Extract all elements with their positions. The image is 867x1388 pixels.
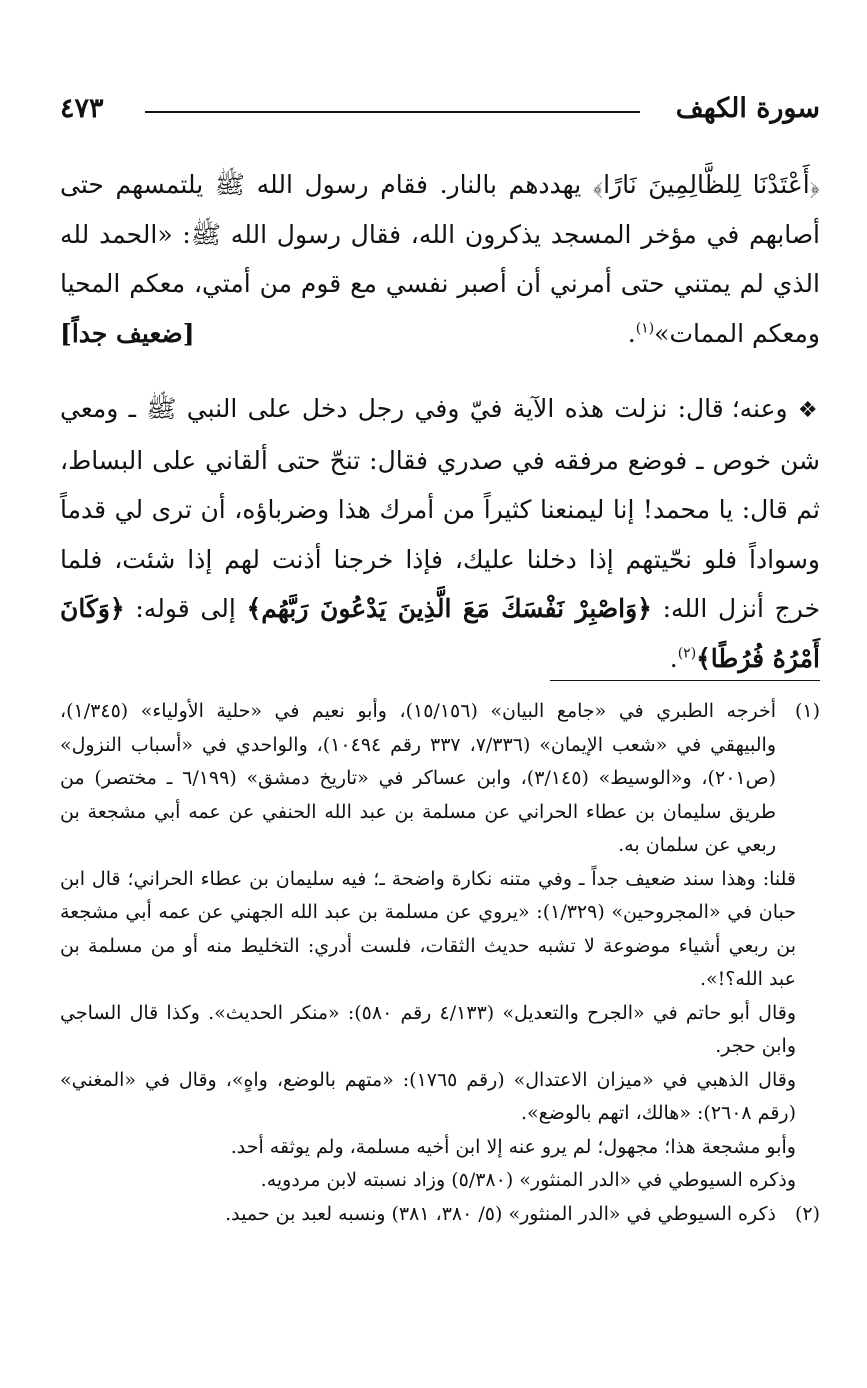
footnote-separator bbox=[550, 680, 820, 681]
paragraph-1-end: . bbox=[627, 318, 636, 348]
footnote-2-text: ذكره السيوطي في «الدر المنثور» (٥/ ٣٨٠، ٣٨١) ونسبه لعبد بن حميد. bbox=[225, 1202, 776, 1225]
footnote-1-para-5: وأبو مشجعة هذا؛ مجهول؛ لم يرو عنه إلا ابن أخيه مسلمة، ولم يوثقه أحد. bbox=[230, 1135, 796, 1158]
quran-verse-2: ﴿وَكَانَ أَمْرُهُ فُرُطًا﴾ bbox=[60, 594, 820, 673]
footnote-1-number: (١) bbox=[794, 700, 820, 722]
surah-title: سورة الكهف bbox=[675, 93, 820, 124]
footnotes bbox=[60, 695, 820, 1231]
header-rule bbox=[145, 111, 640, 113]
page-number: ٤٧٣ bbox=[60, 93, 104, 124]
paragraph-1 bbox=[60, 160, 820, 358]
footnote-1-para-4: وقال الذهبي في «ميزان الاعتدال» (رقم ١٧٦٥): «متهم بالوضع، واهٍ»، وقال في «المغني» (رقم ٢٦٠٨): «هالك، اتهم بالوضع». bbox=[60, 1068, 796, 1124]
paragraph-2-text: وعنه؛ قال: نزلت هذه الآية فيّ وفي رجل دخل على النبي ﷺ ـ ومعي شن خوص ـ فوضع مرفقه في صدري فقال: تنحّ حتى ألقاني على البساط، ثم قال: يا محمد! إنا ليمنعنا كثيراً من أمرك هذا وضرباؤه، أن ترى لي قدماً وسواداً فلو نحّيتهم إذا دخلنا عليك، فإذا خرجنا أذنت لهم إذا شئت، فلما خرج أنزل الله: bbox=[60, 394, 821, 623]
footnote-2 bbox=[60, 1198, 820, 1232]
footnote-2-number: (٢) bbox=[794, 1202, 820, 1225]
footnote-1-text: أخرجه الطبري في «جامع البيان» (١٥/١٥٦)، وأبو نعيم في «حلية الأولياء» (١/٣٤٥)، والبيهقي في «شعب الإيمان» (٧/٣٣٦، ٣٣٧ رقم ١٠٤٩٤)، والواحدي في «أسباب النزول» (ص٢٠١)، و«الوسيط» (٣/١٤٥)، وابن عساكر في «تاريخ دمشق» (٦/١٩٩ ـ مختصر) من طريق سليمان بن عطاء الحراني عن مسلمة بن عبد الله الحنفي عن عمه أبي مشجعة بن ربعي عن سلمان به. bbox=[60, 700, 777, 856]
main-text bbox=[60, 160, 820, 683]
diamond-marker-icon: ❖ bbox=[797, 398, 820, 423]
footnote-1-para-6: وذكره السيوطي في «الدر المنثور» (٥/٣٨٠) وزاد نسبته لابن مردويه. bbox=[260, 1169, 796, 1191]
paragraph-2 bbox=[60, 384, 820, 683]
paragraph-2-end: . bbox=[669, 643, 678, 673]
page-header bbox=[60, 90, 820, 130]
footnote-ref-1: (١) bbox=[635, 320, 655, 337]
footnote-1-para-2: قلنا: وهذا سند ضعيف جداً ـ وفي متنه نكارة واضحة ـ؛ فيه سليمان بن عطاء الحراني؛ قال ابن حبان في «المجروحين» (١/٣٢٩): «يروي عن مسلمة بن عبد الله الجهني عن عمه أبي مشجعة بن ربعي أشياء موضوعة لا تشبه حديث الثقات، فلست أدري: التخليط منه أو من مسلمة بن عبد الله؟!». bbox=[60, 867, 796, 990]
footnote-ref-2: (٢) bbox=[677, 645, 697, 662]
paragraph-2-mid: إلى قوله: bbox=[135, 594, 236, 623]
paragraph-1-text: ﴿أَعْتَدْنَا لِلظَّالِمِينَ نَارًا﴾ يهددهم بالنار. فقام رسول الله ﷺ يلتمسهم حتى أصابهم في مؤخر المسجد يذكرون الله، فقال رسول الله ﷺ: «الحمد لله الذي لم يمتني حتى أمرني أن أصبر نفسي مع قوم من أمتي، معكم المحيا ومعكم الممات» bbox=[60, 170, 820, 348]
footnote-1-para-3: وقال أبو حاتم في «الجرح والتعديل» (٤/١٣٣ رقم ٥٨٠): «منكر الحديث». وكذا قال الساجي وابن حجر. bbox=[60, 1001, 796, 1057]
quran-verse-1: ﴿وَاصْبِرْ نَفْسَكَ مَعَ الَّذِينَ يَدْعُونَ رَبَّهُم﴾ bbox=[246, 594, 652, 623]
footnote-1 bbox=[60, 695, 820, 863]
hadith-grade: [ضعيف جداً] bbox=[60, 318, 195, 348]
